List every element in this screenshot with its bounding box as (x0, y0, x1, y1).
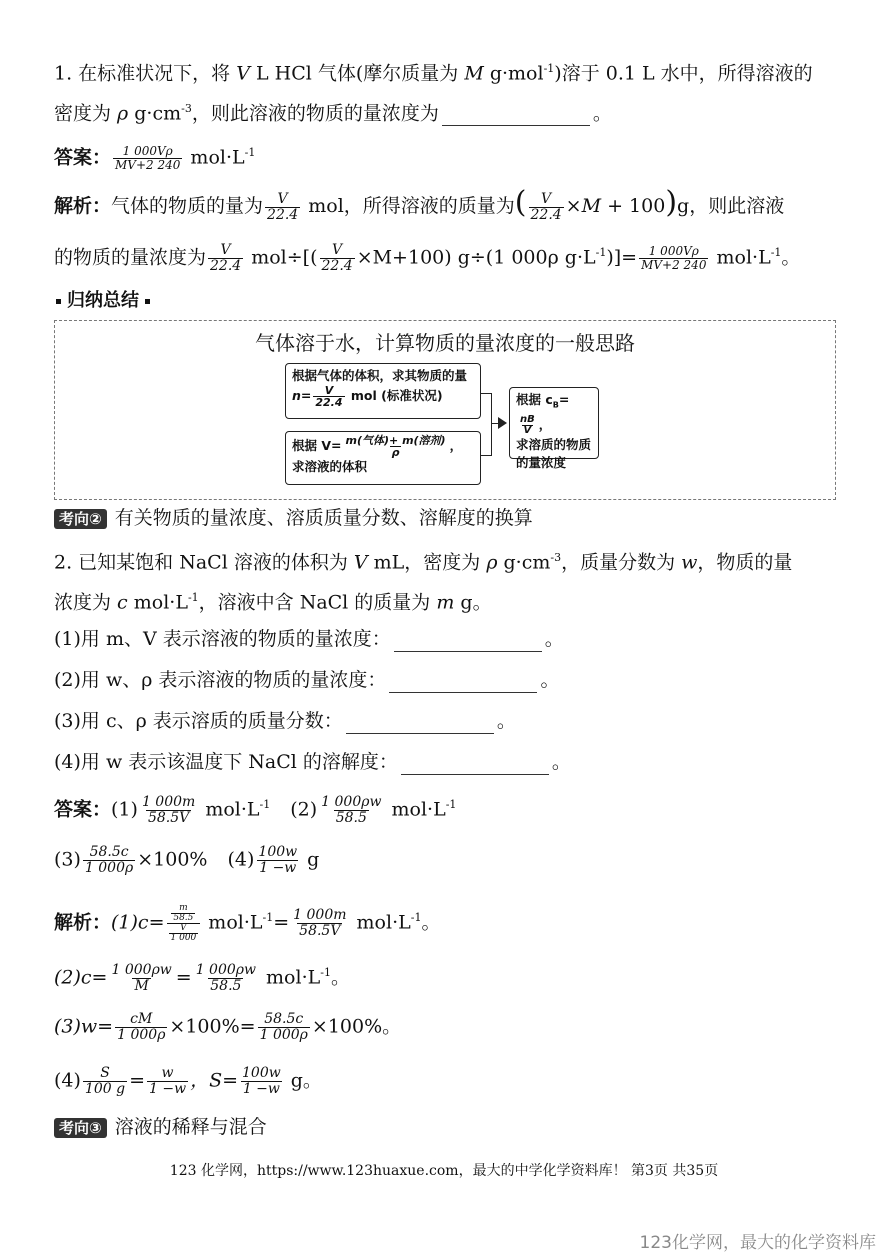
q2-text: ×100%。 (311, 1015, 402, 1038)
q1-answer-fraction (113, 145, 182, 172)
frac-num: 1 000ρw (321, 793, 382, 810)
frac-num: S (100, 1065, 110, 1081)
frac-num: 1 000Vρ (648, 243, 699, 258)
analysis-label: 解析： (54, 195, 112, 217)
q2-subquestion: (4)用 w 表示该温度下 NaCl 的溶解度： (54, 751, 398, 773)
summary-heading-text: 归纳总结 (67, 290, 139, 311)
q1-sup: -1 (595, 246, 607, 259)
q2-subquestion: (3)用 c、ρ 表示溶质的质量分数： (54, 710, 343, 732)
q2-sup: -1 (262, 911, 274, 925)
summary-box (54, 320, 836, 500)
frac-den: 58.5 (210, 977, 242, 994)
q2-text: ×100% (137, 848, 208, 871)
q1-text: + 100 (601, 195, 666, 217)
q2-text: mol·L (202, 911, 263, 934)
q2-sub-1 (54, 626, 564, 652)
frac-den: 22.4 (267, 206, 299, 223)
q1-text: 气体的物质的量为 (111, 195, 264, 217)
frac-den: 1 000 (170, 933, 197, 943)
q2-text: (3)w= (54, 1015, 114, 1038)
frac-den: 100 g (84, 1081, 126, 1097)
frac-v-224 (265, 192, 300, 223)
q1-text: )]= (606, 246, 638, 269)
q1-sup: -1 (770, 246, 782, 259)
q2-text: 。 (421, 911, 441, 934)
direction-2-heading (54, 505, 533, 531)
q1-text: mol÷[( (245, 246, 318, 269)
flow-box-text: mol (标准状况) (346, 388, 443, 403)
q2-fraction (291, 908, 348, 939)
q1-text: g，则此溶液 (677, 195, 785, 217)
frac-den: 1 000ρ (259, 1027, 308, 1043)
frac-den: MV+2 240 (115, 157, 181, 172)
q2-var: V (353, 551, 368, 574)
q2-text: mol·L (127, 591, 188, 614)
q1-text: 密度为 (54, 102, 118, 125)
square-bullet-icon (145, 299, 150, 304)
q2-text: 。 (330, 966, 350, 989)
q2-text: g·cm (497, 551, 551, 574)
q2-fraction (240, 1066, 283, 1097)
q2-text: mL，密度为 (367, 551, 487, 574)
q2-text: mol·L (350, 911, 411, 934)
q2-analysis-4 (54, 1066, 322, 1097)
q1-text: )溶于 0.1 L 水中，所得溶液的 (554, 62, 813, 85)
flow-box-text: 求溶液的体积 (292, 459, 368, 474)
q2-sup: -1 (445, 798, 457, 811)
flow-box-text: = (558, 392, 570, 407)
q2-text: (4) (227, 848, 255, 871)
frac-num: 1 000ρw (195, 961, 256, 978)
q2-fraction (83, 1066, 127, 1097)
compound-fraction (167, 904, 201, 943)
q2-sub-3 (54, 708, 516, 734)
q1-answer-blank[interactable] (442, 107, 590, 126)
q1-sup: -1 (543, 62, 555, 75)
answer-label: 答案： (54, 798, 112, 821)
flow-fraction (344, 435, 448, 458)
q2-text: ×100%= (169, 1015, 256, 1038)
flow-box-text: ， (449, 438, 463, 453)
direction-tag: 考向③ (54, 1118, 107, 1138)
q1-unit: mol·L (184, 146, 245, 169)
summary-box-title: 气体溶于水，计算物质的量浓度的一般思路 (255, 331, 635, 355)
summary-heading (54, 288, 156, 314)
q2-blank-4[interactable] (401, 756, 549, 775)
q2-fraction (109, 963, 173, 994)
frac-den: 58.5 (335, 809, 367, 826)
q2-answer-line-2 (54, 845, 319, 876)
direction-3-heading (54, 1114, 267, 1140)
q1-text: 。 (592, 102, 612, 125)
frac-v-224 (208, 243, 243, 274)
q2-text: ，溶液中含 NaCl 的质量为 (198, 591, 437, 614)
q2-sup: -1 (187, 591, 199, 604)
frac-v-224 (529, 192, 564, 223)
frac-num: m (179, 903, 188, 913)
q2-var: c (117, 591, 128, 614)
connector-line (481, 393, 491, 394)
q1-analysis-line-1 (54, 185, 785, 223)
flow-box-text: 根据 c (516, 392, 553, 407)
q2-fraction (258, 1012, 310, 1043)
direction-title: 有关物质的量浓度、溶质质量分数、溶解度的换算 (114, 507, 533, 529)
frac-den: 22.4 (210, 257, 242, 274)
connector-line (481, 455, 491, 456)
q2-text: g (301, 848, 320, 871)
q1-var-m: M (581, 195, 602, 217)
q2-text: g。 (454, 591, 492, 614)
q2-text: 。 (540, 669, 560, 691)
q2-text: 2. 已知某饱和 NaCl 溶液的体积为 (54, 551, 354, 574)
q2-text: (2) (290, 798, 318, 821)
q2-text: (1) (111, 798, 138, 821)
q1-var-v: V (236, 62, 250, 85)
direction-title: 溶液的稀释与混合 (114, 1116, 267, 1138)
q2-analysis-2 (54, 960, 350, 994)
frac-num: 1 000m (141, 793, 196, 810)
q1-text: mol，所得溶液的质量为 (302, 195, 515, 217)
frac-den: 22.4 (315, 396, 343, 409)
q2-analysis-1 (54, 904, 440, 943)
paren: ( (514, 185, 527, 220)
frac-den: 1 −w (242, 1081, 280, 1097)
q2-text: 。 (496, 710, 516, 732)
frac-num: 100w (258, 844, 298, 860)
q1-var-m: M (464, 62, 484, 85)
q2-fraction (115, 1012, 167, 1043)
q1-text: g·cm (128, 102, 182, 125)
frac-den: 1 −w (148, 1081, 187, 1097)
q2-subquestion: (1)用 m、V 表示溶液的物质的量浓度： (54, 628, 391, 650)
q2-sup: -1 (410, 911, 422, 925)
flow-box-text: n= (292, 388, 312, 403)
q2-blank-1[interactable] (394, 633, 542, 652)
frac-den: 22.4 (321, 257, 353, 274)
q2-text: = (273, 911, 290, 934)
q2-analysis-3 (54, 1012, 401, 1043)
q1-text: 1. 在标准状况下，将 (54, 62, 237, 85)
frac-num: nB (520, 413, 535, 425)
frac-num: 1 000ρw (111, 961, 172, 978)
q2-text: = (129, 1069, 145, 1092)
q2-text: 。 (544, 628, 564, 650)
q2-text: 。 (551, 751, 571, 773)
q1-var-rho: ρ (117, 102, 129, 125)
q2-answer-fraction (319, 795, 383, 826)
flow-box-text: 根据气体的体积，求其物质的量 (292, 368, 468, 383)
q1-text: L HCl 气体(摩尔质量为 (249, 62, 465, 85)
connector-line (491, 393, 492, 456)
q2-answer-fraction (83, 845, 135, 876)
frac-num: w (161, 1065, 174, 1081)
frac-num: V (332, 241, 343, 258)
q2-text: (3) (54, 848, 81, 871)
q2-var: w (681, 551, 698, 574)
q2-text: (4) (54, 1069, 81, 1092)
q2-var: m (436, 591, 455, 614)
q2-text: g。 (284, 1069, 322, 1092)
q1-analysis-line-2 (54, 240, 800, 274)
q2-line-1 (54, 545, 792, 575)
flow-fraction (313, 385, 344, 408)
q1-text: 的物质的量浓度为 (54, 246, 207, 269)
frac-num: m(气体)+ m(溶剂) (345, 434, 446, 447)
flow-box-text: 根据 V= (292, 438, 342, 453)
q1-line-1 (54, 56, 813, 86)
frac-den: 1 000ρ (84, 860, 134, 876)
q2-text: ，S= (190, 1069, 238, 1092)
q1-text: ，则此溶液的物质的量浓度为 (191, 102, 439, 125)
q2-blank-2[interactable] (389, 674, 537, 693)
flow-box-text: B (552, 400, 559, 410)
q1-sup: -3 (181, 102, 192, 115)
flow-box-text: 求溶质的物质 (516, 436, 592, 452)
q1-text: mol·L (710, 246, 771, 269)
q2-sub-2 (54, 667, 559, 693)
flow-box-concentration (509, 387, 599, 470)
q2-text: 浓度为 (54, 591, 118, 614)
q2-sup: -1 (259, 798, 271, 811)
frac-den: 1 −w (259, 860, 297, 876)
watermark: 123化学网，最大的化学资料库 (639, 1233, 876, 1253)
frac-num: V (541, 190, 552, 207)
q1-text: g·mol (483, 62, 544, 85)
frac-den: MV+2 240 (641, 257, 707, 272)
q1-line-2 (54, 96, 612, 126)
q1-text: ×M+100) g÷(1 000ρ g·L (356, 246, 596, 269)
flow-box-moles (285, 363, 481, 419)
q2-blank-3[interactable] (346, 715, 494, 734)
direction-tag: 考向② (54, 509, 107, 529)
q2-text: (2)c= (54, 966, 108, 989)
paren: ) (665, 185, 678, 220)
q2-text: ，物质的量 (697, 551, 793, 574)
answer-label: 答案： (54, 146, 112, 169)
frac-num: V (220, 241, 231, 258)
q2-sup: -3 (550, 551, 562, 564)
frac-den: ρ (391, 446, 400, 459)
frac-num: cM (130, 1011, 153, 1027)
flow-box-text: ， (538, 416, 552, 432)
frac-den: V (523, 424, 532, 436)
q1-answer (54, 140, 255, 172)
q2-text: = (175, 966, 192, 989)
frac-num: 58.5c (264, 1011, 304, 1027)
q1-sup: -1 (244, 146, 256, 159)
q2-answer-fraction (256, 845, 299, 876)
q2-answer-fraction (140, 795, 197, 826)
frac-den: 1 000ρ (117, 1027, 166, 1043)
q2-unit: mol·L (199, 798, 260, 821)
q2-subquestion: (2)用 w、ρ 表示溶液的物质的量浓度： (54, 669, 387, 691)
frac-v-224 (320, 243, 355, 274)
frac-num: 58.5c (89, 844, 129, 860)
flow-box-text: 的量浓度 (516, 454, 567, 470)
flow-fraction (518, 415, 537, 436)
page-footer: 123 化学网，https://www.123huaxue.com，最大的中学化学资料库！ 第3页 共35页 (169, 1163, 719, 1179)
frac-den: 58.5V (147, 809, 190, 826)
q2-var: ρ (486, 551, 498, 574)
q1-text: 。 (781, 246, 801, 269)
q2-text: mol·L (260, 966, 321, 989)
flow-box-volume (285, 431, 481, 485)
frac-num: V (277, 190, 288, 207)
q1-text: × (565, 195, 582, 217)
q2-answer-line-1 (54, 792, 456, 826)
analysis-label: 解析： (54, 911, 112, 934)
arrow-right-icon (498, 417, 507, 429)
q2-text: ，质量分数为 (561, 551, 682, 574)
frac-den: 22.4 (530, 206, 562, 223)
square-bullet-icon (56, 299, 61, 304)
frac-den: 58.5 (173, 913, 194, 923)
q2-fraction (194, 963, 258, 994)
frac-num: 1 000Vρ (122, 143, 173, 158)
q2-text: (1)c= (111, 911, 165, 934)
q2-sup: -1 (320, 966, 331, 979)
q1-result-fraction (639, 245, 708, 272)
frac-num: V (324, 384, 334, 397)
q2-fraction (147, 1066, 188, 1097)
frac-num: 100w (242, 1065, 281, 1081)
frac-den: M (134, 977, 149, 994)
frac-num: 1 000m (293, 907, 347, 923)
frac-num: V (180, 923, 187, 933)
q2-sub-4 (54, 749, 571, 775)
q2-line-2 (54, 585, 492, 615)
frac-den: 58.5V (299, 923, 341, 939)
q2-unit: mol·L (385, 798, 446, 821)
